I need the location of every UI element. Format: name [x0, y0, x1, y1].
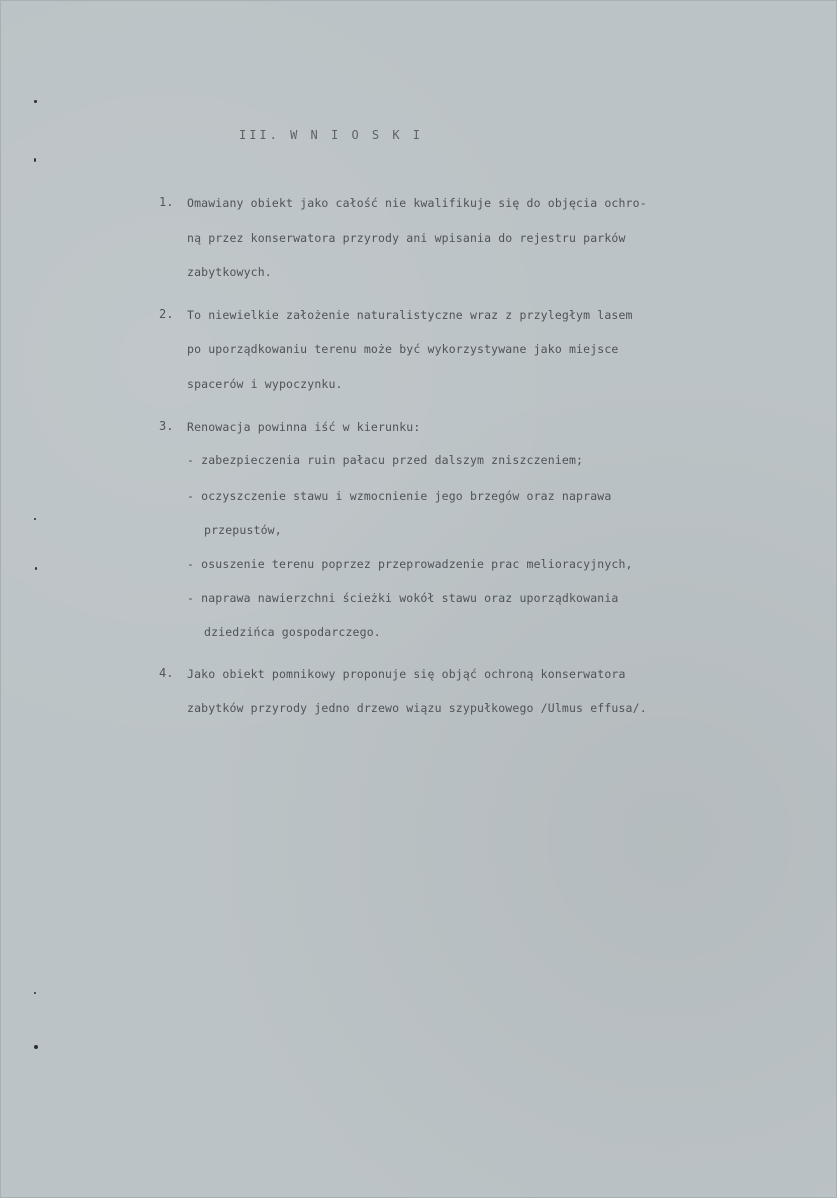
item-3-line-1: Renowacja powinna iść w kierunku:: [187, 420, 421, 434]
item-2-line-1: To niewielkie założenie naturalistyczne wraz z przyległym lasem: [187, 308, 633, 322]
margin-mark: [34, 992, 36, 994]
item-3-subitem-1: - zabezpieczenia ruin pałacu przed dalszym zniszczeniem;: [187, 453, 584, 467]
item-3-subitem-3: - osuszenie terenu poprzez przeprowadzenie prac melioracyjnych,: [187, 557, 633, 571]
margin-mark: [34, 518, 36, 520]
item-3-subitem-4-line-2: dziedzińca gospodarczego.: [204, 625, 381, 639]
item-3-subitem-2-line-2: przepustów,: [204, 523, 282, 537]
item-2-line-3: spacerów i wypoczynku.: [187, 377, 343, 391]
margin-mark: [34, 158, 36, 162]
item-3-subitem-2-line-1: - oczyszczenie stawu i wzmocnienie jego brzegów oraz naprawa: [187, 489, 612, 503]
item-number: 4.: [159, 666, 174, 680]
margin-mark: [34, 100, 37, 103]
item-1-line-1: Omawiany obiekt jako całość nie kwalifikuje się do objęcia ochro-: [187, 196, 647, 210]
item-4-line-2: zabytków przyrody jedno drzewo wiązu szypułkowego /Ulmus effusa/.: [187, 701, 647, 715]
item-1-line-2: ną przez konserwatora przyrody ani wpisania do rejestru parków: [187, 231, 626, 245]
item-2-line-2: po uporządkowaniu terenu może być wykorzystywane jako miejsce: [187, 342, 619, 356]
item-number: 1.: [159, 195, 174, 209]
margin-mark: [35, 567, 37, 570]
item-1-line-3: zabytkowych.: [187, 265, 272, 279]
item-4-line-1: Jako obiekt pomnikowy proponuje się objąć ochroną konserwatora: [187, 667, 626, 681]
item-3-subitem-4-line-1: - naprawa nawierzchni ścieżki wokół stawu oraz uporządkowania: [187, 591, 619, 605]
item-number: 3.: [159, 419, 174, 433]
section-heading: III. W N I O S K I: [238, 128, 424, 142]
margin-mark: [34, 1045, 38, 1049]
item-number: 2.: [159, 307, 174, 321]
